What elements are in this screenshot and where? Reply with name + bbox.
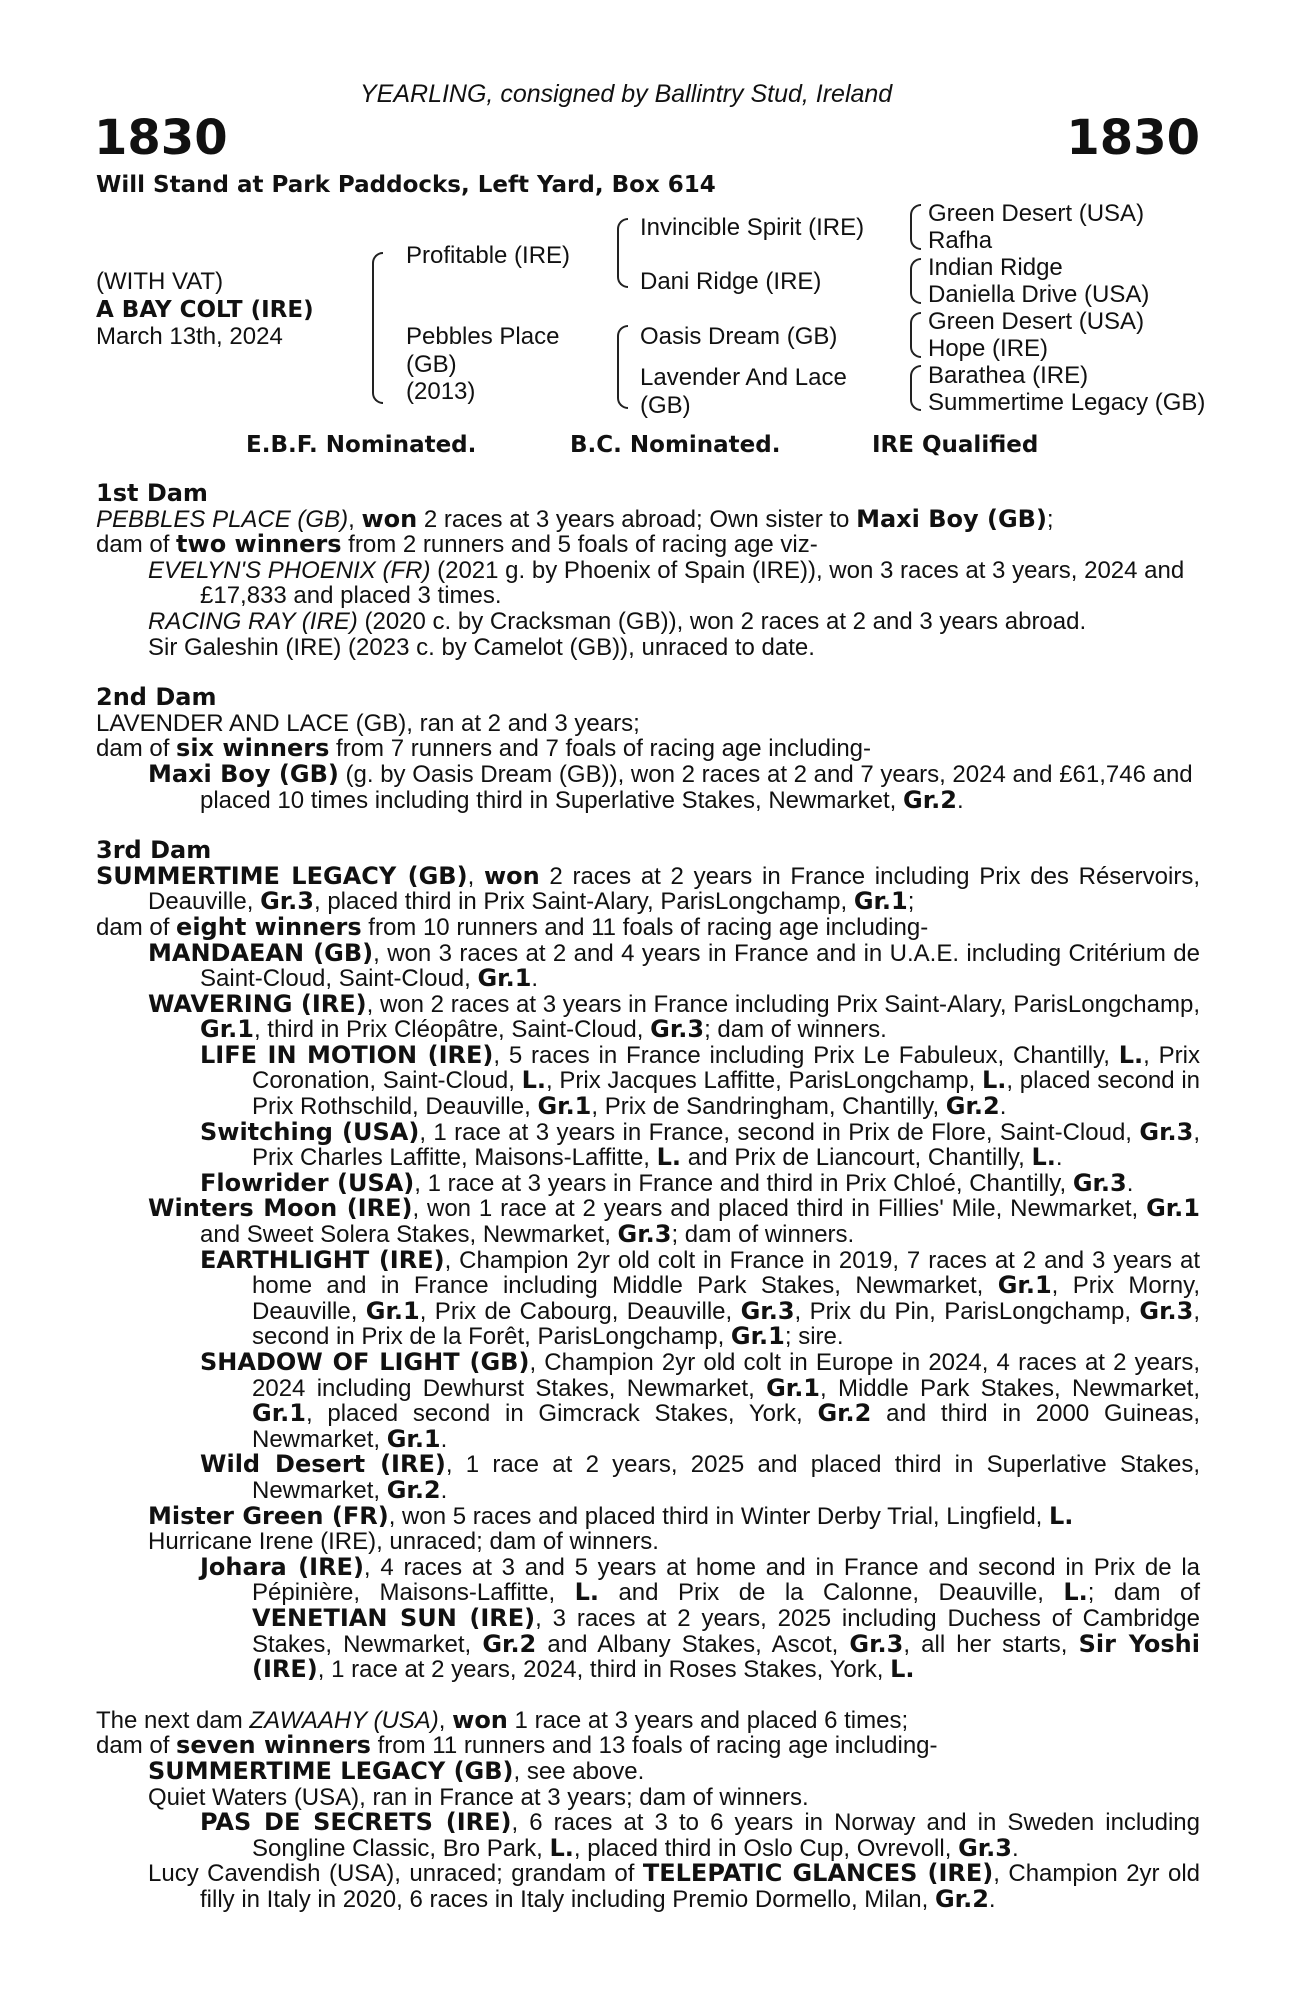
first-dam-line: PEBBLES PLACE (GB), won 2 races at 3 years abroad; Own sister to Maxi Boy (GB); bbox=[96, 504, 1054, 533]
horse-dob: March 13th, 2024 bbox=[96, 323, 283, 350]
progeny-item: Hurricane Irene (IRE), unraced; dam of winners. bbox=[148, 1528, 659, 1556]
pedigree-ds-dam: Hope (IRE) bbox=[928, 335, 1049, 362]
vat-note: (WITH VAT) bbox=[96, 268, 224, 295]
progeny-item: LIFE IN MOTION (IRE), 5 races in France including Prix Le Fabuleux, Chantilly, L., Prix Coronation, Saint-Cloud, L., Prix Jacques Laffitte, ParisLongchamp, L., placed second in Prix Rothschild, Deauville, Gr.1, Prix de Sandringham, Chantilly, Gr.2. bbox=[200, 1040, 1201, 1121]
pedigree-brace bbox=[910, 312, 921, 358]
lot-number-left: 1830 bbox=[94, 110, 228, 166]
progeny-item: Maxi Boy (GB) (g. by Oasis Dream (GB)), won 2 races at 2 and 7 years, 2024 and £61,746 and placed 10 times including third in Superlative Stakes, Newmarket, Gr.2. bbox=[148, 759, 1193, 814]
progeny-item: SHADOW OF LIGHT (GB), Champion 2yr old colt in Europe in 2024, 4 races at 2 years, 2024 including Dewhurst Stakes, Newmarket, Gr.1, Middle Park Stakes, Newmarket, Gr.1, placed second in Gimcrack Stakes, York, Gr.2 and third in 2000 Guineas, Newmarket, Gr.1. bbox=[200, 1348, 1201, 1453]
pedigree-sd-sire: Indian Ridge bbox=[928, 254, 1063, 281]
second-dam-line: LAVENDER AND LACE (GB), ran at 2 and 3 years; bbox=[96, 709, 640, 737]
progeny-item: Quiet Waters (USA), ran in France at 3 years; dam of winners. bbox=[148, 1783, 809, 1811]
pedigree-dam-sire: Oasis Dream (GB) bbox=[640, 323, 838, 350]
third-dam-heading: 3rd Dam bbox=[96, 836, 212, 865]
pedigree-sire-dam: Dani Ridge (IRE) bbox=[640, 268, 822, 295]
pedigree-dam-dam: Lavender And Lace bbox=[640, 364, 847, 391]
progeny-item: PAS DE SECRETS (IRE), 6 races at 3 to 6 years in Norway and in Sweden including Songline Classic, Bro Park, L., placed third in Oslo Cup, Ovrevoll, Gr.3. bbox=[200, 1808, 1200, 1862]
next-dam-line: The next dam ZAWAAHY (USA), won 1 race at 3 years and placed 6 times; bbox=[96, 1705, 909, 1734]
progeny-item: SUMMERTIME LEGACY (GB), see above. bbox=[148, 1756, 645, 1785]
pedigree-brace bbox=[910, 204, 921, 250]
bc-nomination: B.C. Nominated. bbox=[570, 432, 781, 458]
progeny-item: Mister Green (FR), won 5 races and placed third in Winter Derby Trial, Lingfield, L. bbox=[148, 1501, 1074, 1530]
progeny-item: Flowrider (USA), 1 race at 3 years in France and third in Prix Chloé, Chantilly, Gr.3. bbox=[200, 1168, 1134, 1197]
pedigree-ds-sire: Green Desert (USA) bbox=[928, 308, 1145, 335]
progeny-item: Johara (IRE), 4 races at 3 and 5 years at home and in France and second in Prix de la Pépinière, Maisons-Laffitte, L. and Prix de la Calonne, Deauville, L.; dam of VENETIAN SUN (IRE), 3 races at 2 years, 2025 including Duchess of Cambridge Stakes, Newmarket, Gr.2 and Albany Stakes, Ascot, Gr.3, all her starts, Sir Yoshi (IRE), 1 race at 2 years, 2024, third in Roses Stakes, York, L. bbox=[200, 1552, 1200, 1684]
second-dam-summary: dam of six winners from 7 runners and 7 foals of racing age including- bbox=[96, 734, 872, 763]
pedigree-sire-sire: Invincible Spirit (IRE) bbox=[640, 214, 865, 241]
progeny-item: Winters Moon (IRE), won 1 race at 2 years and placed third in Fillies' Mile, Newmarket, Gr.1 and Sweet Solera Stakes, Newmarket, Gr.3; dam of winners. bbox=[148, 1194, 1200, 1249]
progeny-item: EVELYN'S PHOENIX (FR) (2021 g. by Phoenix of Spain (IRE)), won 3 races at 3 years, 2024 and £17,833 and placed 3 times. bbox=[148, 556, 1185, 610]
dam-details bbox=[96, 481, 1200, 1912]
progeny-item: Switching (USA), 1 race at 3 years in France, second in Prix de Flore, Saint-Cloud, Gr.3, Prix Charles Laffitte, Maisons-Laffitte, L. and Prix de Liancourt, Chantilly, L.. bbox=[200, 1117, 1200, 1172]
second-dam-heading: 2nd Dam bbox=[96, 683, 217, 712]
pedigree-dam-dam-country: (GB) bbox=[640, 392, 691, 419]
pedigree-brace bbox=[617, 218, 628, 288]
third-dam-line: SUMMERTIME LEGACY (GB), won 2 races at 2 years in France including Prix des Réservoirs, Deauville, Gr.3, placed third in Prix Saint-Alary, ParisLongchamp, Gr.1; bbox=[96, 861, 1200, 916]
progeny-item: RACING RAY (IRE) (2020 c. by Cracksman (GB)), won 2 races at 2 and 3 years abroad. bbox=[148, 607, 1087, 635]
pedigree-brace bbox=[910, 258, 921, 304]
pedigree-dd-dam: Summertime Legacy (GB) bbox=[928, 389, 1206, 416]
pedigree-dam-year: (2013) bbox=[406, 378, 476, 405]
pedigree-sire: Profitable (IRE) bbox=[406, 242, 571, 269]
pedigree-sd-dam: Daniella Drive (USA) bbox=[928, 281, 1150, 308]
pedigree-brace bbox=[617, 325, 628, 409]
stand-location: Will Stand at Park Paddocks, Left Yard, Box 614 bbox=[96, 172, 716, 198]
lot-number-right: 1830 bbox=[1066, 110, 1200, 166]
progeny-item: EARTHLIGHT (IRE), Champion 2yr old colt in France in 2019, 7 races at 2 and 3 years at home and in France including Middle Park Stakes, Newmarket, Gr.1, Prix Morny, Deauville, Gr.1, Prix de Cabourg, Deauville, Gr.3, Prix du Pin, ParisLongchamp, Gr.3, second in Prix de la Forêt, ParisLongchamp, Gr.1; sire. bbox=[200, 1245, 1201, 1351]
pedigree-dam-name: Pebbles Place bbox=[406, 323, 560, 350]
ebf-nomination: E.B.F. Nominated. bbox=[246, 432, 477, 458]
pedigree-ss-sire: Green Desert (USA) bbox=[928, 200, 1145, 227]
first-dam-heading: 1st Dam bbox=[96, 479, 208, 507]
pedigree-dd-sire: Barathea (IRE) bbox=[928, 362, 1089, 389]
pedigree-brace bbox=[372, 252, 383, 404]
progeny-item: MANDAEAN (GB), won 3 races at 2 and 4 years in France and in U.A.E. including Critérium de Saint-Cloud, Saint-Cloud, Gr.1. bbox=[148, 938, 1200, 993]
progeny-item: Lucy Cavendish (USA), unraced; grandam of TELEPATIC GLANCES (IRE), Champion 2yr old filly in Italy in 2020, 6 races in Italy including Premio Dormello, Milan, Gr.2. bbox=[148, 1859, 1201, 1913]
pedigree-dam-country: (GB) bbox=[406, 351, 457, 378]
third-dam-summary: dam of eight winners from 10 runners and 11 foals of racing age including- bbox=[96, 912, 929, 941]
pedigree-brace bbox=[910, 365, 921, 411]
progeny-item: Wild Desert (IRE), 1 race at 2 years, 2025 and placed third in Superlative Stakes, Newmarket, Gr.2. bbox=[200, 1450, 1200, 1504]
pedigree-ss-dam: Rafha bbox=[928, 227, 993, 254]
consignor-line: YEARLING, consigned by Ballintry Stud, Ireland bbox=[360, 80, 893, 108]
progeny-item: Sir Galeshin (IRE) (2023 c. by Camelot (GB)), unraced to date. bbox=[148, 633, 815, 661]
horse-name: A BAY COLT (IRE) bbox=[96, 297, 314, 323]
progeny-item: WAVERING (IRE), won 2 races at 3 years in France including Prix Saint-Alary, ParisLongchamp, Gr.1, third in Prix Cléopâtre, Saint-Cloud, Gr.3; dam of winners. bbox=[148, 989, 1200, 1044]
next-dam-summary: dam of seven winners from 11 runners and 13 foals of racing age including- bbox=[96, 1731, 938, 1760]
first-dam-summary: dam of two winners from 2 runners and 5 foals of racing age viz- bbox=[96, 530, 818, 559]
ire-qualified: IRE Qualified bbox=[872, 432, 1039, 458]
